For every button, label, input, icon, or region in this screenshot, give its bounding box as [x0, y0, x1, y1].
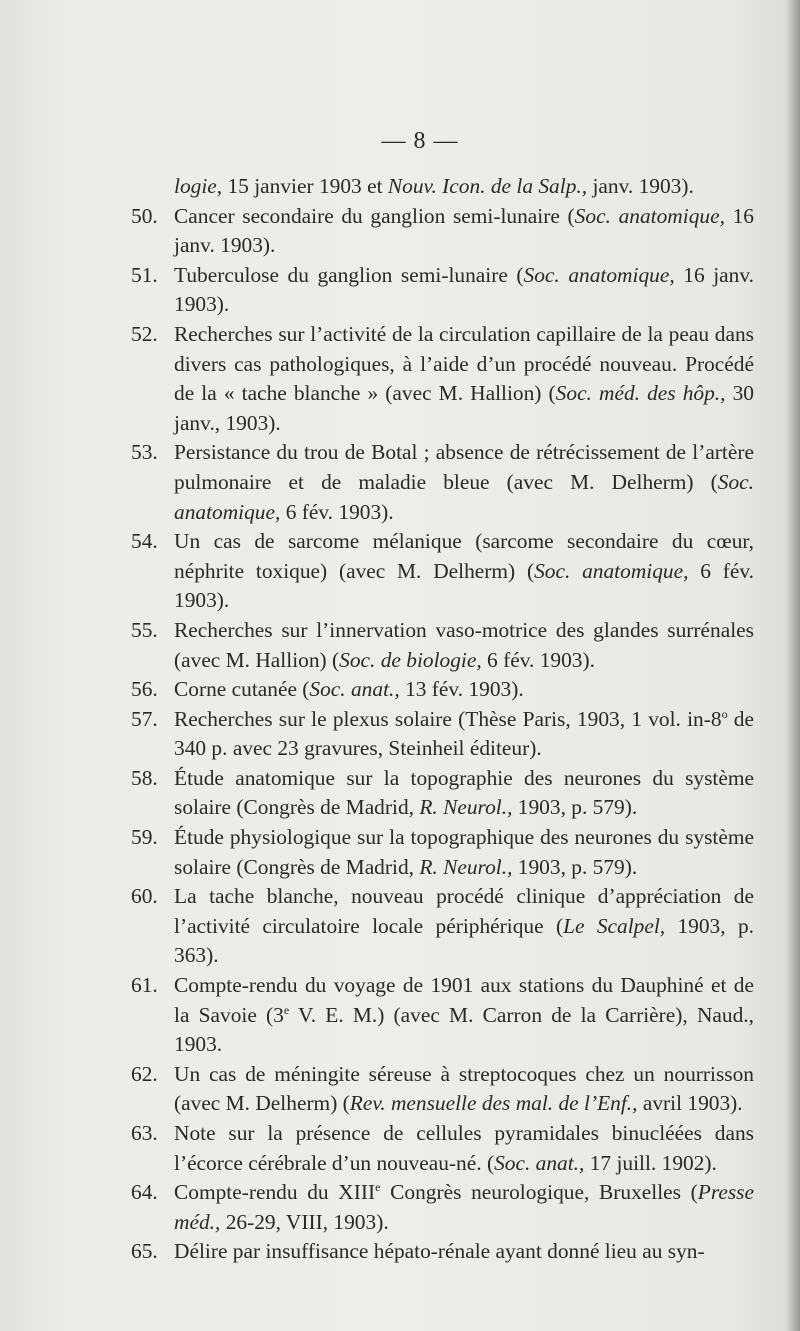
bibliography-entry — [0, 527, 754, 616]
entry-text: Cancer secondaire du ganglion semi-lunaire (Soc. anatomique, 16 janv. 1903). — [174, 203, 754, 258]
entry-text: Recherches sur l’activité de la circulation capillaire de la peau dans divers cas pathologiques, à l’aide d’un procédé nouveau. Procédé de la « tache blanche » (avec M. Hallion) (Soc. méd. des hôp., 30 janv., 1903). — [174, 321, 754, 435]
entry-text: Corne cutanée (Soc. anat., 13 fév. 1903). — [174, 677, 524, 702]
bibliography-entry — [0, 320, 754, 438]
bibliography-entry — [0, 882, 754, 971]
entry-number: 56. — [131, 677, 158, 702]
entry-number: 55. — [131, 617, 158, 642]
entry-number: 58. — [131, 765, 158, 790]
bibliography-entry — [0, 1178, 754, 1237]
entry-number: 64. — [131, 1180, 158, 1205]
entry-number: 63. — [131, 1121, 158, 1145]
entry-text: Délire par insuffisance hépato-rénale ayant donné lieu au syn- — [174, 1239, 705, 1264]
page-number: — 8 — — [381, 128, 459, 154]
bibliography-entry — [0, 202, 754, 261]
bibliography-list — [0, 172, 800, 1267]
bibliography-entry — [0, 1237, 754, 1267]
entry-text: Recherches sur l’innervation vaso-motrice des glandes surrénales (avec M. Hallion) (Soc. de biologie, 6 fév. 1903). — [174, 617, 754, 672]
entry-number: 65. — [131, 1239, 158, 1264]
entry-number: 53. — [131, 440, 158, 465]
bibliography-entry — [0, 764, 754, 823]
entry-number: 60. — [131, 884, 158, 909]
entry-text: Compte-rendu du XIIIe Congrès neurologique, Bruxelles (Presse méd., 26-29, VIII, 1903). — [174, 1180, 754, 1234]
entry-number: 51. — [131, 262, 158, 287]
entry-text: Étude physiologique sur la topographique des neurones du système solaire (Congrès de Madrid, R. Neurol., 1903, p. 579). — [174, 825, 754, 879]
entry-number: 52. — [131, 321, 158, 346]
entry-number: 54. — [131, 529, 158, 554]
entry-text: Note sur la présence de cellules pyramidales binucléées dans l’écorce cérébrale d’un nouveau-né. (Soc. anat., 17 juill. 1902). — [174, 1121, 754, 1175]
entry-text: Recherches sur le plexus solaire (Thèse Paris, 1903, 1 vol. in-8$^o$ de 340 p. avec 23 gravures, Steinheil éditeur). — [174, 706, 754, 761]
bibliography-entry — [0, 172, 754, 202]
entry-number: 61. — [131, 973, 158, 998]
entry-text: Un cas de méningite séreuse à streptocoques chez un nourrisson (avec M. Delherm) (Rev. mensuelle des mal. de l’Enf., avril 1903). — [174, 1061, 754, 1116]
entry-number: 62. — [131, 1061, 158, 1086]
bibliography-entry — [0, 1060, 754, 1119]
bibliography-entry — [0, 438, 754, 527]
bibliography-entry — [0, 705, 754, 764]
bibliography-entry — [0, 616, 754, 675]
entry-text: Compte-rendu du voyage de 1901 aux stations du Dauphiné et de la Savoie (3e V. E. M.) (avec M. Carron de la Carrière), Naud., 1903. — [174, 973, 754, 1057]
bibliography-entry — [0, 823, 754, 882]
entry-text: Étude anatomique sur la topographie des neurones du système solaire (Congrès de Madrid, R. Neurol., 1903, p. 579). — [174, 765, 754, 820]
bibliography-entry — [0, 1119, 754, 1178]
entry-text: Tuberculose du ganglion semi-lunaire (Soc. anatomique, 16 janv. 1903). — [174, 262, 754, 317]
bibliography-entry — [0, 261, 754, 320]
bibliography-entry — [0, 971, 754, 1060]
entry-number: 59. — [131, 825, 158, 850]
bibliography-entry — [0, 675, 754, 705]
entry-number: 57. — [131, 706, 158, 731]
entry-text: logie, 15 janvier 1903 et Nouv. Icon. de la Salp., janv. 1903). — [174, 174, 694, 198]
entry-text: Persistance du trou de Botal ; absence de rétrécissement de l’artère pulmonaire et de maladie bleue (avec M. Delherm) (Soc. anatomique, 6 fév. 1903). — [174, 440, 754, 524]
entry-number: 50. — [131, 203, 158, 228]
entry-text: La tache blanche, nouveau procédé clinique d’appréciation de l’activité circulatoire locale périphérique (Le Scalpel, 1903, p. 363). — [174, 884, 754, 968]
entry-text: Un cas de sarcome mélanique (sarcome secondaire du cœur, néphrite toxique) (avec M. Delherm) (Soc. anatomique, 6 fév. 1903). — [174, 529, 754, 613]
